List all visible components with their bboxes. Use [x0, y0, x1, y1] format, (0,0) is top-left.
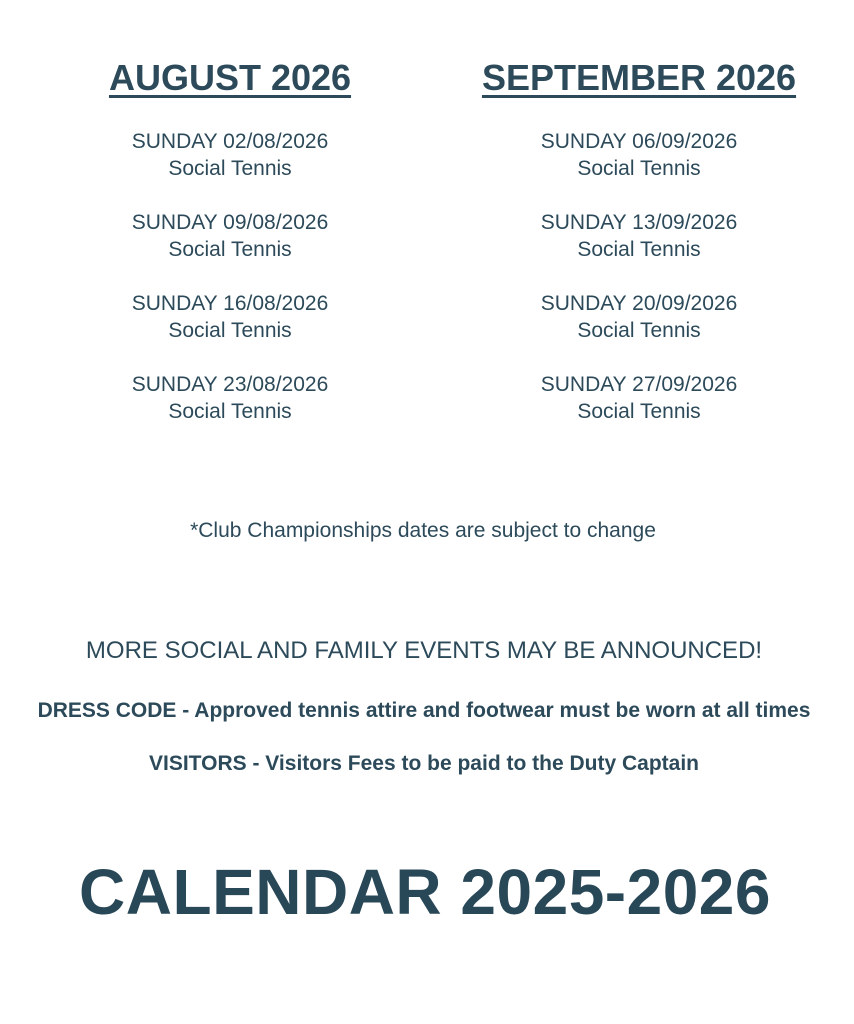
event-activity: Social Tennis: [577, 400, 701, 423]
event-activity: Social Tennis: [577, 319, 701, 342]
month-title-september: SEPTEMBER 2026: [481, 57, 797, 98]
events-announcement: MORE SOCIAL AND FAMILY EVENTS MAY BE ANNOUNCED!: [85, 637, 763, 664]
visitors-rule: VISITORS - Visitors Fees to be paid to the Duty Captain: [149, 752, 699, 775]
event-activity: Social Tennis: [168, 238, 292, 261]
event-date: SUNDAY 02/08/2026: [131, 130, 329, 153]
event-date: SUNDAY 13/09/2026: [540, 211, 738, 234]
event-date: SUNDAY 20/09/2026: [540, 292, 738, 315]
event-activity: Social Tennis: [577, 238, 701, 261]
event-item: [449, 128, 829, 182]
event-item: [40, 290, 420, 344]
championships-note: *Club Championships dates are subject to change: [190, 519, 656, 542]
event-item: [449, 290, 829, 344]
event-item: [40, 371, 420, 425]
event-activity: Social Tennis: [168, 157, 292, 180]
event-activity: Social Tennis: [168, 400, 292, 423]
august-events-list: [40, 128, 420, 425]
event-item: [449, 371, 829, 425]
september-column: [449, 56, 829, 452]
event-date: SUNDAY 16/08/2026: [131, 292, 329, 315]
event-date: SUNDAY 06/09/2026: [540, 130, 738, 153]
month-title-august: AUGUST 2026: [108, 57, 352, 98]
event-activity: Social Tennis: [577, 157, 701, 180]
event-date: SUNDAY 23/08/2026: [131, 373, 329, 396]
august-column: [40, 56, 420, 452]
calendar-title: CALENDAR 2025-2026: [79, 856, 771, 928]
event-item: [40, 209, 420, 263]
event-date: SUNDAY 09/08/2026: [131, 211, 329, 234]
event-activity: Social Tennis: [168, 319, 292, 342]
event-item: [449, 209, 829, 263]
event-item: [40, 128, 420, 182]
september-events-list: [449, 128, 829, 425]
event-date: SUNDAY 27/09/2026: [540, 373, 738, 396]
dress-code-rule: DRESS CODE - Approved tennis attire and footwear must be worn at all times: [37, 699, 811, 722]
